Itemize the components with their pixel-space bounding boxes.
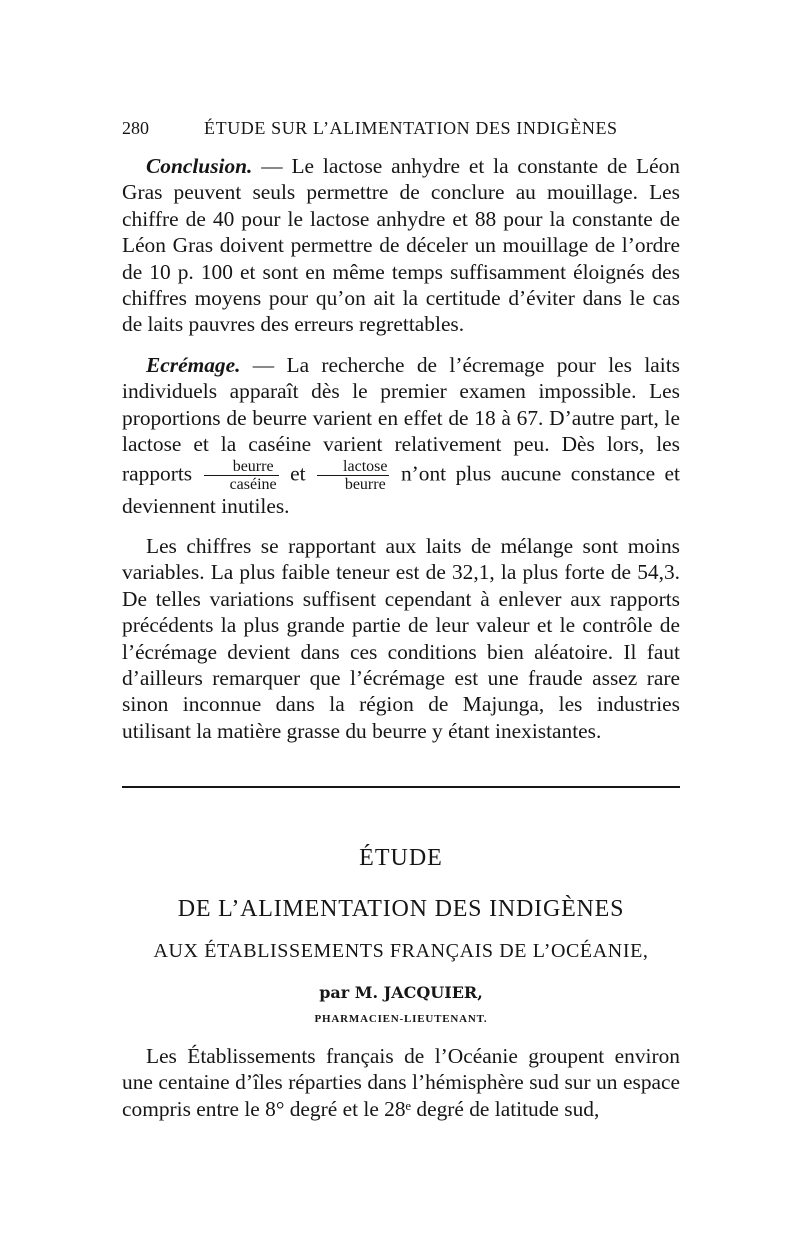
article-first-paragraph-text: Les Établissements français de l’Océanie groupent environ une centaine d’îles réparties dans l’hémisphère sud sur un espace compris entre le 8° degré et le 28ᵉ degré de latitude sud, [122,1044,680,1121]
article-author-rank: PHARMACIEN-LIEUTENANT. [314,1013,488,1025]
ecremage-text-after: n’ont plus aucune constance et deviennent inutiles. [122,461,680,518]
fraction-beurre-caseine [204,458,279,493]
conclusion-paragraph [122,153,680,338]
article-title-line3: AUX ÉTABLISSEMENTS FRANÇAIS DE L’OCÉANIE, [153,940,649,962]
ecremage-label: Ecrémage. [146,353,241,377]
conclusion-text: — Le lactose anhydre et la constante de Léon Gras peuvent seuls permettre de conclure au mouillage. Les chiffre de 40 pour le lactose anhydre et 88 pour la constante de Léon Gras doivent permettre de déceler un mouillage de l’ordre de 10 p. 100 et sont en même temps suffisamment éloignés des chiffres moyens pour qu’on ait la certitude d’éviter dans le cas de laits pauvres des erreurs regrettables. [122,154,680,337]
melange-paragraph [122,533,680,744]
fraction-denominator: caséine [229,475,277,493]
melange-text: Les chiffres se rapportant aux laits de mélange sont moins variables. La plus faible teneur est de 32,1, la plus forte de 54,3. De telles variations suffisent cependant à enlever aux rapports précédents la plus grande partie de leur valeur et le contrôle de l’écrémage devient dans ces conditions bien aléatoire. Il faut d’ailleurs remarquer que l’écrémage est une fraude assez rare sinon inconnue dans la région de Majunga, les industries utilisant la matière grasse du beurre y étant inexistantes. [122,534,680,743]
ecremage-paragraph [122,352,680,519]
fraction-numerator: lactose [317,458,389,476]
running-head [122,118,680,142]
article-author: par M. JACQUIER, [319,983,483,1002]
section-divider [122,786,680,788]
fraction-denominator: beurre [344,475,386,493]
fraction-connector: et [280,461,316,486]
fraction-numerator: beurre [204,458,279,476]
page-number: 280 [122,118,149,138]
conclusion-label: Conclusion. [146,154,253,178]
article-title-line2: DE L’ALIMENTATION DES INDIGÈNES [177,896,625,922]
article-title-line1: ÉTUDE [359,845,443,871]
article-first-paragraph [122,1043,680,1122]
ecremage-text-before: — La recherche de l’écremage pour les laits individuels apparaît dès le premier examen impossible. Les proportions de beurre varient en effet de 18 à 67. D’autre part, le lactose et la caséine varient relativement peu. Dès lors, les rapports [122,353,680,486]
fraction-lactose-beurre [317,458,389,493]
running-title: ÉTUDE SUR L’ALIMENTATION DES INDIGÈNES [204,118,618,138]
